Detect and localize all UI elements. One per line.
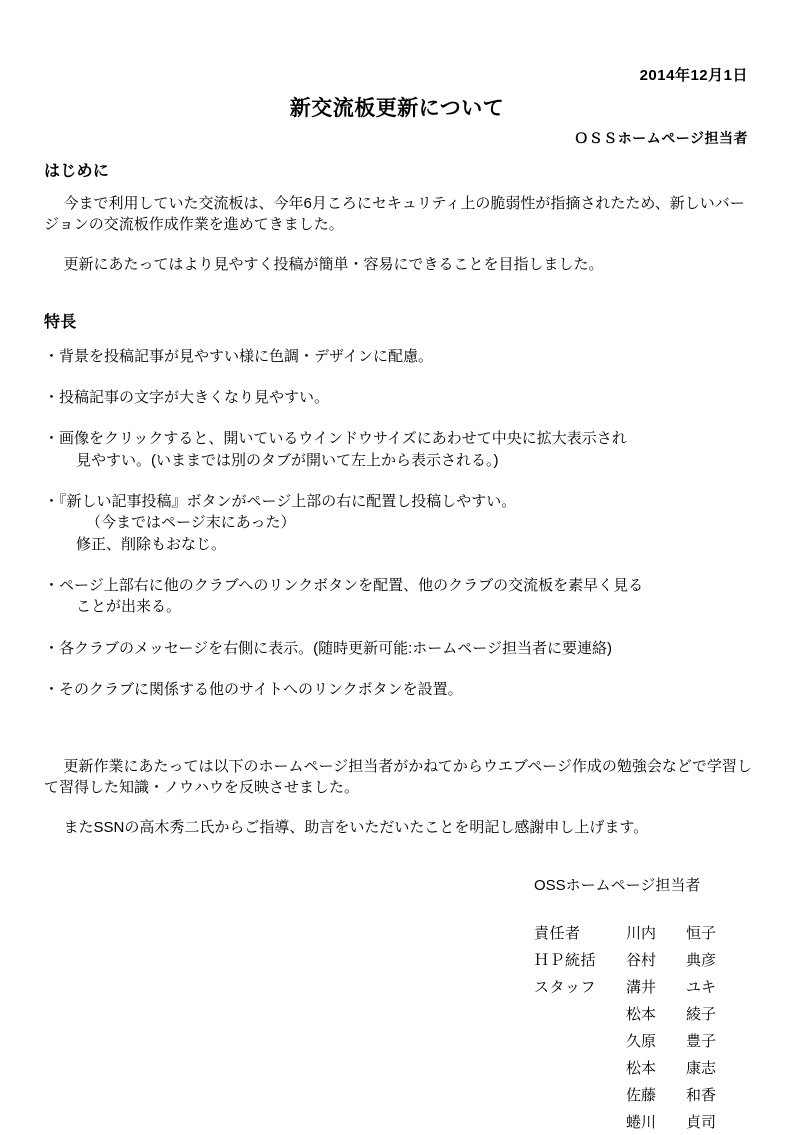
staff-first-name: 恒子 (686, 925, 717, 943)
list-item-text: ・投稿記事の文字が大きくなり見やすい。 (44, 389, 330, 407)
list-item-subnote-2: 修正、削除もおなじ。 (76, 535, 227, 553)
list-item-continuation: ことが出来る。 (76, 598, 182, 616)
staff-first-name: 貞司 (686, 1114, 717, 1132)
list-item-text: ・ページ上部右に他のクラブへのリンクボタンを配置、他のクラブの交流板を素早く見る (44, 576, 644, 594)
list-item (44, 428, 754, 471)
list-item-text: ・画像をクリックすると、開いているウインドウサイズにあわせて中央に拡大表示され (44, 430, 627, 448)
table-row (534, 1108, 716, 1135)
staff-last-name: 溝井 (626, 979, 657, 997)
intro-paragraph-2: 更新にあたってはより見やすく投稿が簡単・容易にできることを目指しました。 (63, 255, 604, 273)
section-heading-intro: はじめに (44, 163, 110, 180)
staff-table (534, 919, 716, 1135)
staff-role (534, 1054, 626, 1081)
closing-paragraph-2: またSSNの高木秀二氏からご指導、助言をいただいたことを明記し感謝申し上げます。 (63, 818, 649, 836)
signature-department: OSSホームページ担当者 (534, 877, 701, 895)
list-item (44, 638, 754, 659)
staff-role (534, 1081, 626, 1108)
staff-first-name: 康志 (686, 1060, 717, 1078)
staff-first-name: 典彦 (686, 952, 717, 970)
list-item (44, 346, 754, 367)
staff-last-name: 谷村 (626, 952, 657, 970)
staff-first-name: 和香 (686, 1087, 717, 1105)
staff-role: ＨＰ統括 (534, 952, 597, 970)
staff-role: 責任者 (534, 925, 581, 943)
list-item-subnote: （今まではページ末にあった） (86, 514, 296, 532)
staff-role (534, 1108, 626, 1135)
list-item (44, 679, 754, 700)
table-row (534, 1027, 716, 1054)
closing-section (44, 756, 754, 838)
staff-last-name: 佐藤 (626, 1087, 657, 1105)
staff-role (534, 1027, 626, 1054)
list-item (44, 491, 754, 555)
section-heading-features: 特長 (44, 313, 77, 331)
table-row (534, 1081, 716, 1108)
staff-last-name: 蜷川 (626, 1114, 657, 1132)
table-row (534, 1000, 716, 1027)
table-row (534, 946, 716, 973)
staff-last-name: 松本 (626, 1060, 657, 1078)
document-body (44, 158, 754, 1135)
list-item-text: ・そのクラブに関係する他のサイトへのリンクボタンを設置。 (44, 680, 463, 698)
table-row (534, 919, 716, 946)
table-row (534, 1054, 716, 1081)
table-row (534, 973, 716, 1000)
staff-first-name: 綾子 (686, 1006, 717, 1024)
intro-paragraph-1: 今まで利用していた交流板は、今年6月ころにセキュリティ上の脆弱性が指摘されたため、新しいバージョンの交流板作成作業を進めてきました。 (44, 195, 745, 234)
staff-role (534, 1000, 626, 1027)
list-item (44, 575, 754, 618)
list-item-text: ・背景を投稿記事が見やすい様に色調・デザインに配慮。 (44, 347, 433, 365)
list-item (44, 387, 754, 408)
staff-first-name: 豊子 (686, 1033, 717, 1051)
staff-first-name: ユキ (686, 979, 717, 997)
document-date: 2014年12月1日 (639, 67, 748, 84)
staff-last-name: 久原 (626, 1033, 657, 1051)
list-item-text: ・『新しい記事投稿』ボタンがページ上部の右に配置し投稿しやすい。 (44, 493, 517, 511)
list-item-continuation: 見やすい。(いままでは別のタブが開いて左上から表示される。) (76, 451, 499, 469)
list-item-text: ・各クラブのメッセージを右側に表示。(随時更新可能:ホームページ担当者に要連絡) (44, 639, 612, 657)
document-byline: ＯＳＳホームページ担当者 (574, 130, 748, 146)
closing-paragraph-1: 更新作業にあたっては以下のホームページ担当者がかねてからウエブページ作成の勉強会などで学習して習得した知識・ノウハウを反映させました。 (44, 758, 752, 797)
page-title: 新交流板更新について (289, 97, 505, 120)
features-list (44, 346, 754, 700)
staff-last-name: 川内 (626, 925, 657, 943)
staff-last-name: 松本 (626, 1006, 657, 1024)
staff-role: スタッフ (534, 979, 597, 997)
